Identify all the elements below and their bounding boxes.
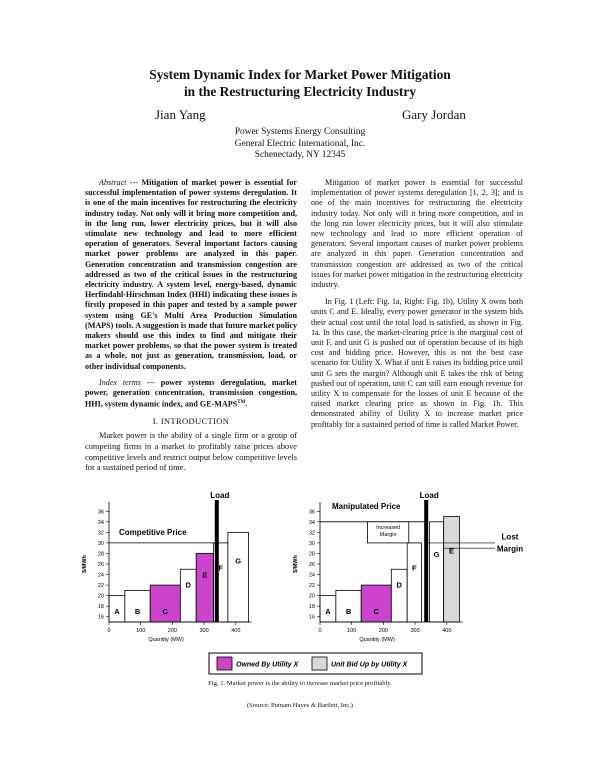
figure-1: [0, 490, 600, 690]
bar-label-g: G: [235, 556, 242, 566]
x-tick-label: 400: [231, 628, 241, 634]
affiliation-line-3: Schenectady, NY 12345: [254, 150, 346, 161]
bar-label-f: F: [412, 563, 417, 573]
bar-label-b: B: [134, 607, 141, 616]
x-tick-label: 100: [347, 628, 357, 634]
bar-unit-e: [444, 517, 460, 622]
y-tick-label: 30: [308, 540, 315, 547]
legend-owned-label: Owned By Utility X: [236, 661, 299, 669]
y-tick-label: 24: [97, 572, 104, 579]
y-tick-label: 26: [308, 562, 315, 568]
y-tick-label: 16: [308, 614, 315, 621]
x-tick-label: 300: [199, 628, 209, 634]
increased-margin-label-2: Margin: [379, 531, 397, 538]
bar-label-c: C: [373, 607, 379, 616]
bar-label-d: D: [396, 580, 402, 590]
y-tick-label: 26: [97, 562, 104, 568]
abstract-label: Abstract ---: [99, 178, 138, 187]
load-label: Load: [419, 491, 439, 500]
y-tick-label: 32: [308, 530, 315, 537]
chart-fig-1b: [293, 491, 523, 643]
y-tick-label: 18: [308, 604, 315, 611]
y-tick-label: 28: [308, 551, 315, 558]
bar-label-b: B: [345, 607, 352, 616]
bar-label-e: E: [449, 546, 455, 556]
x-axis-label: Quantity (MW): [359, 637, 395, 643]
author-1: Jian Yang: [155, 107, 206, 122]
y-tick-label: 34: [308, 519, 315, 526]
y-tick-label: 18: [97, 604, 104, 611]
legend-swatch-bid-up: [312, 657, 327, 670]
intro-paragraph: Market power is the ability of a single firm or a group of competing firms in a market to profitably raise prices above competitive levels and restrict output below competitive levels for a sustained period of time.: [85, 431, 297, 473]
index-terms-text: power systems deregulation, market power, generation concentration, transmission congestion, HHI, system dynamic index, and GE-MAPS: [85, 377, 297, 409]
abstract-text: Mitigation of market power is essential for successful implementation of power systems deregulation. It is one of the main incentives for restructuring the electricity industry today. Not only will it bring more competition and, in the long run, lower electricity prices, but it will also stimulate new technology and lead to more efficient operation of generators. Several important factors causing market power problems are analyzed in this paper. Generation concentration and transmission congestion are addressed as two of the critical issues in the restructuring electricity industry. A system level, energy-based, dynamic Herfindahl-Hirschman Index (HHI) indicating these issues is firstly proposed in this paper and tested by a sample power system using GE's Multi Area Production Simulation (MAPS) tools. A suggestion is made that future market policy makers should use this index to find and mitigate their market power problems, so that the power system is treated as a whole, not just as generation, transmission, load, or other individual components.: [85, 178, 297, 371]
affiliation: [0, 127, 600, 162]
lost-margin-label-1: Lost: [501, 532, 519, 542]
bar-label-d: D: [185, 580, 191, 590]
x-axis-label: Quantity (MW): [148, 637, 184, 643]
x-tick-label: 100: [136, 628, 146, 634]
title-line-1: System Dynamic Index for Market Power Mitigation: [149, 67, 451, 82]
bar-unit-c: [150, 585, 180, 622]
x-tick-label: 400: [442, 628, 452, 634]
y-tick-label: 22: [97, 583, 104, 590]
figure-caption: Fig. 1. Market power is the ability to increase market price profitably.: [208, 680, 392, 687]
chart-fig-1a: [82, 491, 252, 643]
bar-unit-d: [391, 569, 407, 622]
abstract: [85, 178, 297, 372]
title-line-2: in the Restructuring Electricity Industry: [183, 84, 417, 99]
right-paragraph-2: In Fig. 1 (Left: Fig. 1a, Right: Fig. 1b), Utility X owns both units C and E. Ideally, every power generator in the system bids their actual cost until the total load is satisfied, as shown in Fig. 1a. In this case, the market-clearing price is the marginal cost of unit F, and unit G is pushed out of operation because of its high cost and bidding price. However, this is not the best case scenario for Utility X. What if unit E raises its bidding price until unit G sets the margin? Although unit E takes the risk of being pushed out of operation, unit C can still earn enough revenue for utility X to compensate for the losses of unit E because of the raised market clearing price as shown in Fig. 1b. This demonstrated ability of Utility X to increase market price profitably for a sustained period of time is called Market Power.: [311, 297, 523, 429]
y-tick-label: 36: [308, 509, 315, 516]
y-tick-label: 24: [308, 572, 315, 579]
bar-unit-g: [228, 532, 249, 622]
bar-label-g: G: [433, 549, 440, 559]
bar-label-e: E: [202, 570, 208, 580]
trademark: TM: [237, 400, 246, 406]
y-tick-label: 30: [97, 540, 104, 547]
y-axis-label: $/MWh: [82, 555, 88, 573]
index-terms: [85, 378, 297, 410]
increased-margin-label-1: Increased: [376, 524, 401, 531]
bar-unit-c: [361, 585, 391, 622]
lost-margin-label-2: Margin: [496, 544, 524, 554]
x-tick-label: 0: [318, 628, 322, 634]
y-axis-label: $/MWh: [293, 555, 299, 573]
y-tick-label: 32: [97, 530, 104, 537]
bar-label-a: A: [114, 607, 120, 616]
right-paragraph-1: Mitigation of market power is essential for successful implementation of power systems deregulation [1, 2, 3]; and is one of the main incentives for restructuring the electricity industry today. Not only will it bring more competition, and in the long run lower electricity prices, but it will also stimulate new technology and lead to more efficient operation of generators. Several important causes of market power problems are analyzed in this paper. Generation concentration and transmission congestion are addressed as two of the critical issues for market power mitigation in the restructuring electricity industry.: [311, 178, 523, 290]
y-tick-label: 20: [97, 593, 104, 600]
y-tick-label: 28: [97, 551, 104, 558]
load-label: Load: [210, 491, 230, 500]
legend-swatch-owned: [217, 657, 232, 670]
x-tick-label: 300: [410, 628, 420, 634]
bar-label-c: C: [162, 607, 168, 616]
y-tick-label: 20: [308, 593, 315, 600]
left-column: [85, 178, 297, 474]
y-tick-label: 36: [97, 509, 104, 516]
x-tick-label: 0: [107, 628, 111, 634]
x-tick-label: 200: [167, 628, 177, 634]
bar-label-f: F: [218, 563, 224, 573]
affiliation-line-1: Power Systems Energy Consulting: [234, 127, 366, 137]
price-label: Manipulated Price: [332, 502, 401, 512]
x-tick-label: 200: [378, 628, 388, 634]
section-heading-introduction: I. INTRODUCTION: [152, 416, 230, 427]
index-terms-end: .: [245, 399, 248, 409]
bar-unit-g: [429, 522, 443, 622]
y-tick-label: 34: [97, 519, 104, 526]
bar-unit-d: [180, 569, 196, 622]
figure-source: (Source: Putnam Hayes & Bartlett, Inc.): [246, 702, 354, 709]
bar-unit-f: [407, 543, 421, 622]
right-column: [311, 178, 523, 430]
affiliation-line-2: General Electric International, Inc.: [234, 138, 366, 149]
index-terms-label: Index terms ---: [99, 377, 155, 387]
bar-unit-e: [196, 553, 213, 622]
y-tick-label: 22: [308, 583, 315, 590]
price-label: Competitive Price: [119, 527, 187, 537]
legend-bid-up-label: Unit Bid Up by Utility X: [331, 661, 408, 669]
bar-label-a: A: [325, 607, 331, 616]
paper-title: [0, 66, 600, 100]
author-2: Gary Jordan: [402, 107, 466, 122]
y-tick-label: 16: [97, 614, 104, 621]
